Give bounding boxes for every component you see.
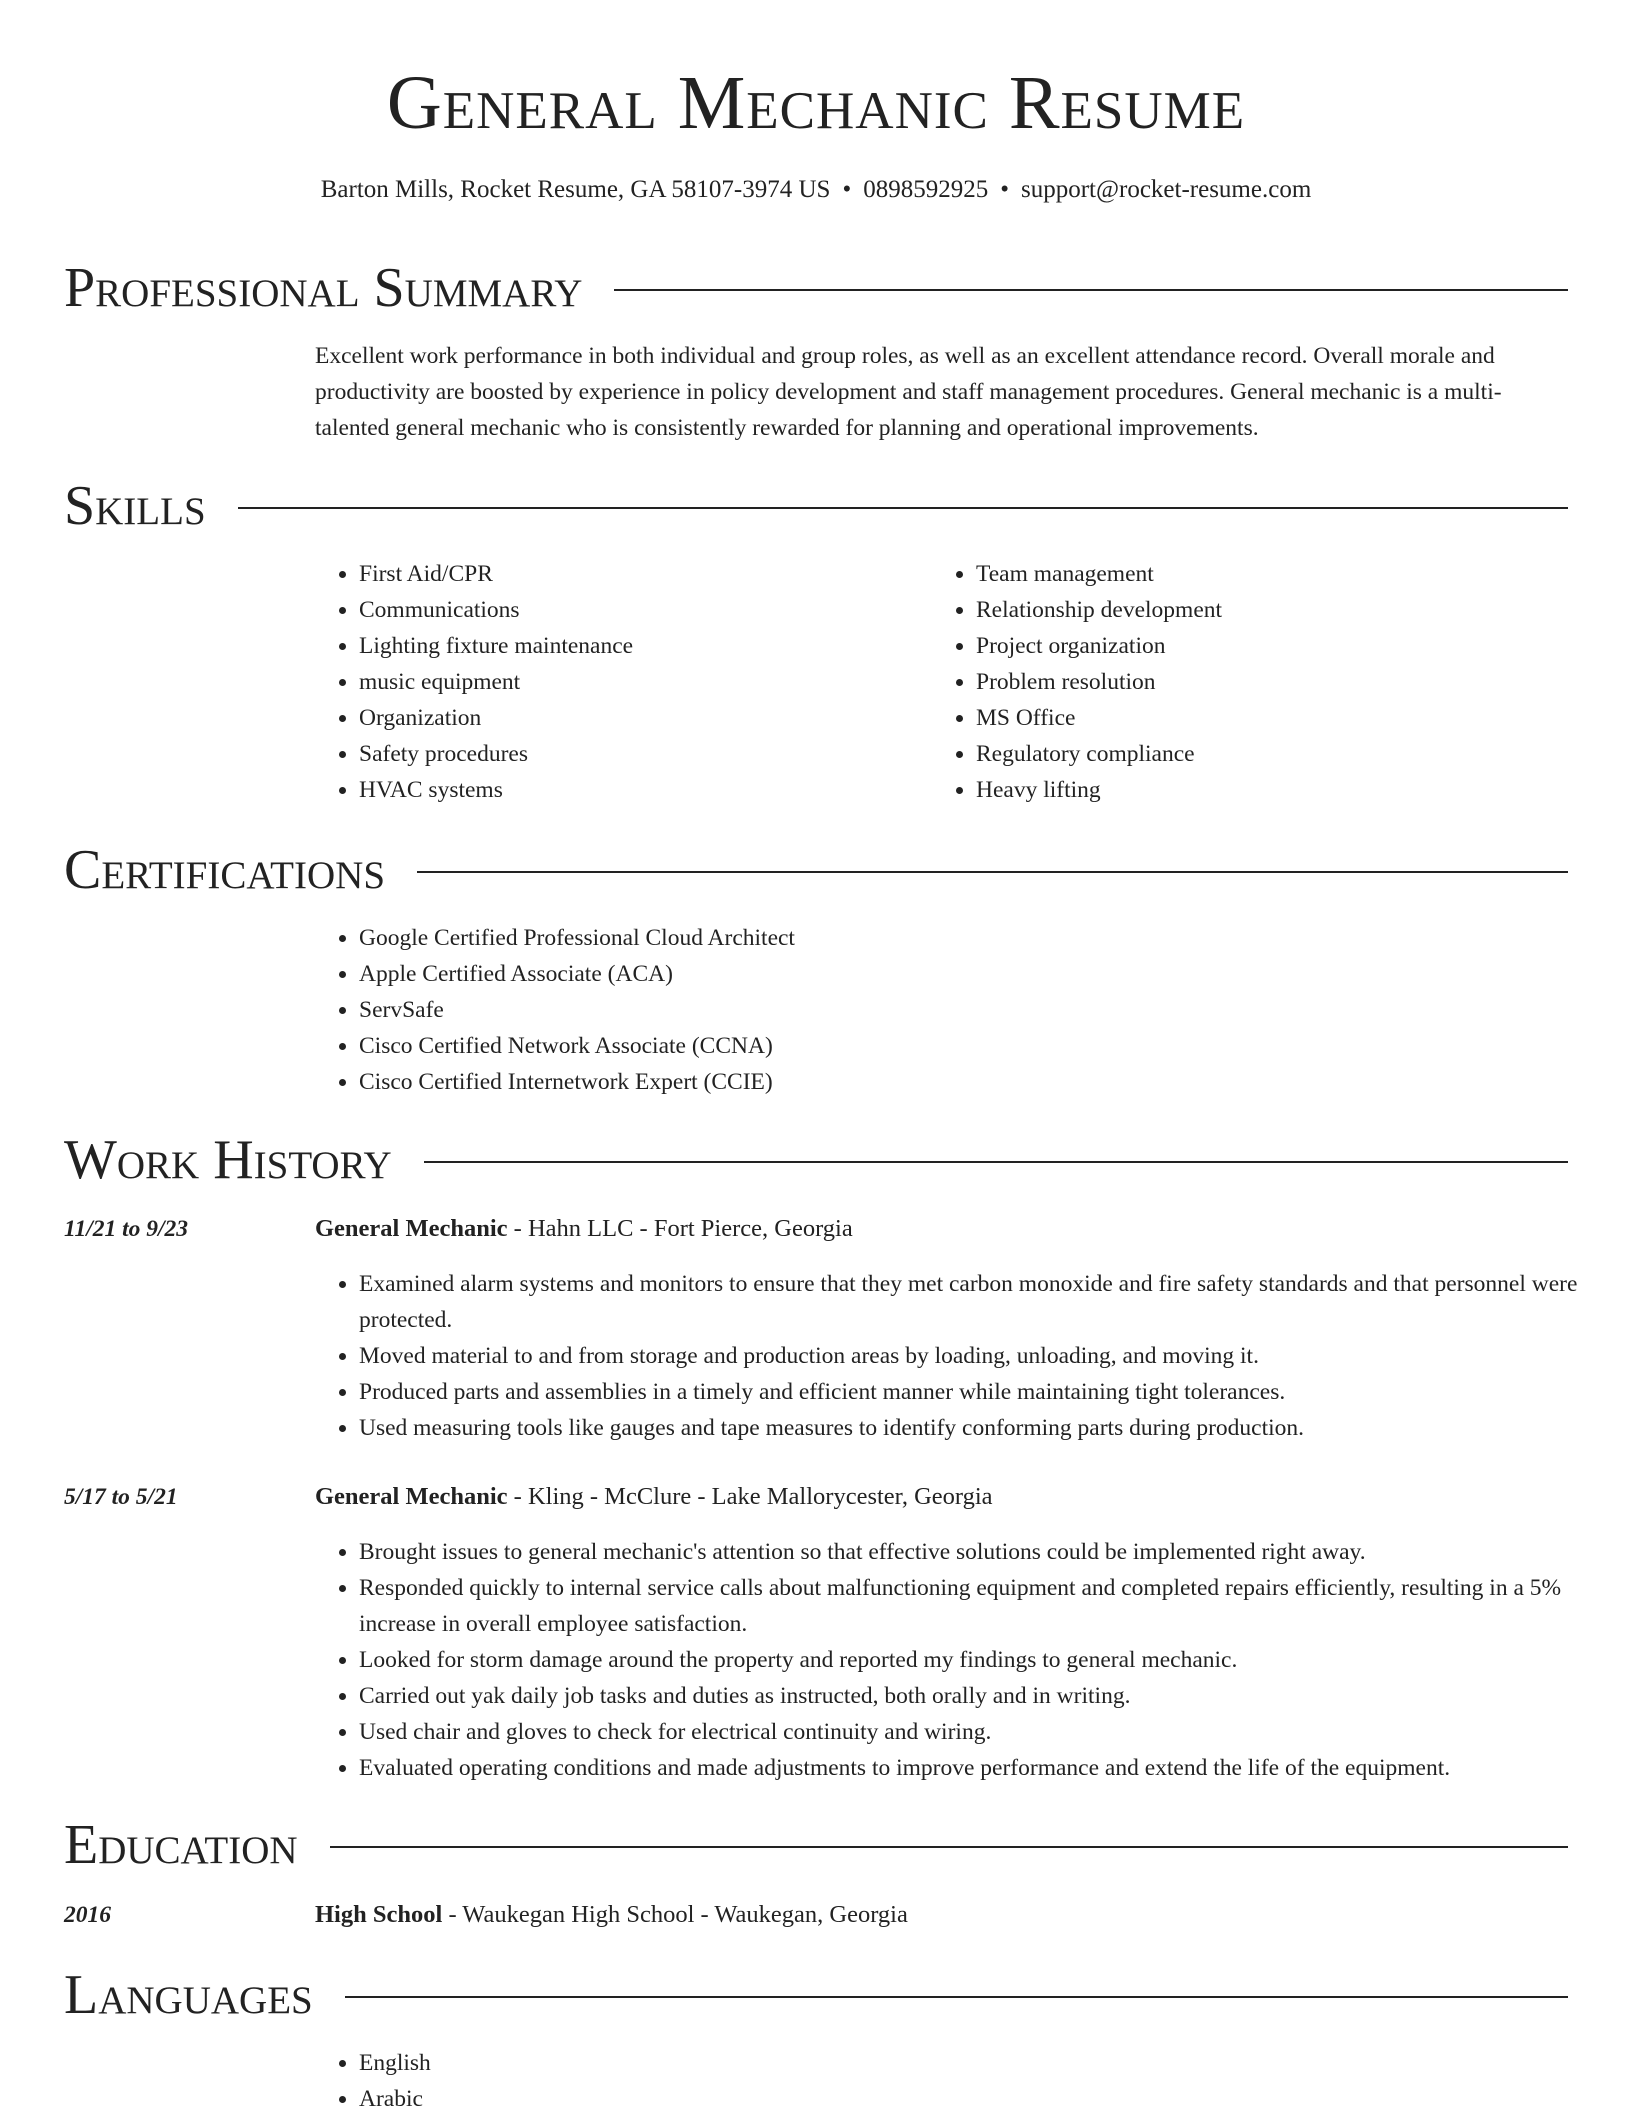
contact-address: Barton Mills, Rocket Resume, GA 58107-3974 US [320,176,831,203]
job-dates: 11/21 to 9/23 [64,1216,189,1242]
summary-text: Excellent work performance in both individual and group roles, as well as an excellent attendance record. Overall morale and productivity are boosted by experience in policy development and staff management procedures. General mechanic is a multi-talented general mechanic who is consistently rewarded for planning and operational improvements. [315,343,1502,441]
languages-list [315,2045,959,2117]
contact-phone: 0898592925 [863,176,989,203]
job-bullets [315,1534,1614,1786]
skill-item: • Regulatory compliance [976,736,1576,772]
education-year: 2016 [64,1902,111,1928]
contact-separator: • [1000,176,1009,203]
section-title-languages: Languages [64,1964,313,2026]
job-employer: - Hahn LLC - Fort Pierce, Georgia [507,1215,853,1242]
job-title: General Mechanic [315,1215,508,1242]
job-dates: 5/17 to 5/21 [64,1484,178,1510]
language-item: • English [359,2045,959,2081]
job-heading [315,1211,853,1247]
section-header-certifications [64,838,1568,902]
section-divider [238,507,1568,509]
section-divider [614,289,1568,291]
skill-item: • First Aid/CPR [359,556,919,592]
section-header-languages [64,1963,1568,2027]
job-bullet: • Examined alarm systems and monitors to ensure that they met carbon monoxide and fire safety standards and that personnel were protected. [359,1266,1614,1338]
contact-line [0,172,1632,208]
section-title-work-history: Work History [64,1129,392,1191]
skill-item: • Heavy lifting [976,772,1576,808]
contact-separator: • [842,176,852,203]
section-divider [417,871,1568,873]
education-school: - Waukegan High School - Waukegan, Georgia [442,1901,908,1928]
certification-item: • Google Certified Professional Cloud Architect [359,920,1559,956]
contact-email: support@rocket-resume.com [1020,176,1312,203]
certification-item: • Apple Certified Associate (ACA) [359,956,1559,992]
job-bullet: • Responded quickly to internal service calls about malfunctioning equipment and completed repairs efficiently, resulting in a 5% increase in overall employee satisfaction. [359,1570,1614,1642]
education-degree: High School [315,1901,443,1928]
job-heading [315,1479,993,1515]
section-header-summary [64,256,1568,320]
job-bullet: • Brought issues to general mechanic's attention so that effective solutions could be implemented right away. [359,1534,1614,1570]
section-header-work-history [64,1128,1568,1192]
job-bullet: • Moved material to and from storage and production areas by loading, unloading, and moving it. [359,1338,1614,1374]
job-bullet: • Carried out yak daily job tasks and duties as instructed, both orally and in writing. [359,1678,1614,1714]
job-employer: - Kling - McClure - Lake Mallorycester, Georgia [507,1483,993,1510]
job-bullet: • Looked for storm damage around the property and reported my findings to general mechanic. [359,1642,1614,1678]
skill-item: • music equipment [359,664,919,700]
education-heading [315,1897,908,1933]
skills-list-left [315,556,919,808]
skill-item: • Problem resolution [976,664,1576,700]
skill-item: • HVAC systems [359,772,919,808]
skill-item: • Project organization [976,628,1576,664]
section-header-education [64,1813,1568,1877]
skill-item: • Relationship development [976,592,1576,628]
skill-item: • Communications [359,592,919,628]
section-divider [345,1996,1568,1998]
resume-title: General Mechanic Resume [386,61,1246,145]
certification-item: • Cisco Certified Network Associate (CCNA) [359,1028,1559,1064]
job-bullet: • Used measuring tools like gauges and tape measures to identify conforming parts during production. [359,1410,1614,1446]
skills-list-right [932,556,1576,808]
section-divider [424,1161,1568,1163]
certification-item: • Cisco Certified Internetwork Expert (CCIE) [359,1064,1559,1100]
job-bullet: • Evaluated operating conditions and made adjustments to improve performance and extend the life of the equipment. [359,1750,1614,1786]
certifications-list [315,920,1559,1100]
job-bullets [315,1266,1614,1446]
job-bullet: • Produced parts and assemblies in a timely and efficient manner while maintaining tight tolerances. [359,1374,1614,1410]
skill-item: • Safety procedures [359,736,919,772]
job-title: General Mechanic [315,1483,508,1510]
language-item: • Arabic [359,2081,959,2117]
skill-item: • Organization [359,700,919,736]
skill-item: • Lighting fixture maintenance [359,628,919,664]
section-title-certifications: Certifications [64,839,386,901]
section-title-summary: Professional Summary [64,257,583,319]
skill-item: • Team management [976,556,1576,592]
job-bullet: • Used chair and gloves to check for electrical continuity and wiring. [359,1714,1614,1750]
certification-item: • ServSafe [359,992,1559,1028]
section-header-skills [64,474,1568,538]
section-title-education: Education [64,1814,298,1876]
skill-item: • MS Office [976,700,1576,736]
section-title-skills: Skills [64,475,206,537]
section-divider [330,1846,1568,1848]
